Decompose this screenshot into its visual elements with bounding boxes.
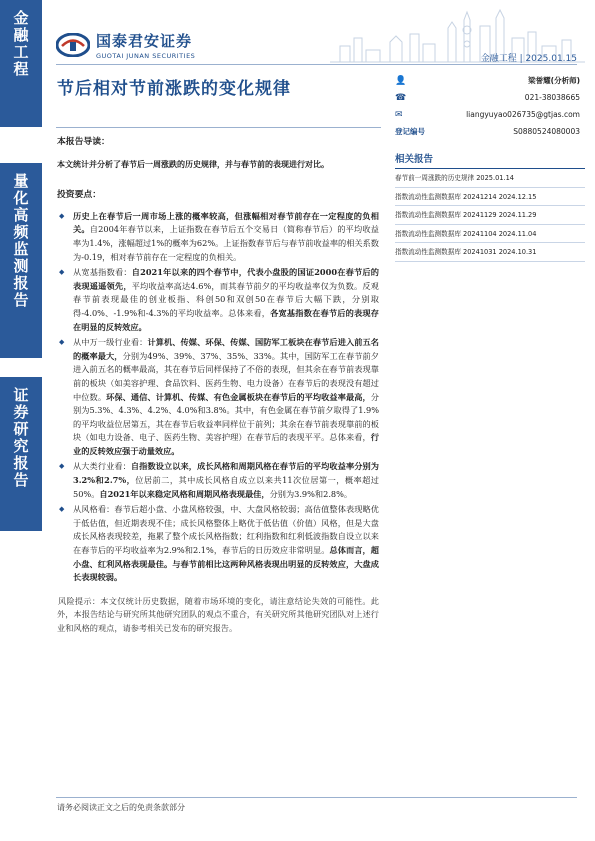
cert-number: S0880524080003 [513, 127, 580, 136]
cert-label: 登记编号 [395, 127, 425, 136]
related-report-link[interactable]: 指数流动性监测数据库 20241129 2024.11.29 [395, 206, 585, 225]
footer-divider [56, 797, 577, 798]
phone-icon: ☎ [395, 92, 407, 103]
footer-disclaimer: 请务必阅读正文之后的免责条款部分 [57, 803, 185, 812]
related-reports-heading: 相关报告 [395, 151, 585, 169]
analyst-cert-row [395, 123, 580, 140]
intro-heading: 本报告导读： [57, 137, 110, 147]
analyst-email[interactable]: liangyuyao026735@gtjas.com [466, 110, 580, 119]
left-sidebar [0, 0, 42, 841]
related-report-link[interactable]: 指数流动性监测数据库 20241031 2024.10.31 [395, 243, 585, 262]
key-point: ◆ 从大类行业看：自指数设立以来，成长风格和周期风格在春节后的平均收益率分别为3.2%和2.7%，位居前二，其中成长风格自成立以来共11次位居第一，概率超过50%。自2021年以来稳定风格和周期风格表现最佳，分别为3.9%和2.8%。 [57, 460, 379, 501]
analyst-info [395, 72, 580, 140]
key-point: ◆ 从风格看：春节后超小盘、小盘风格较强，中、大盘风格较弱；高估值整体表现略优于低估值，但近期表现不佳；成长风格整体上略优于低估值（价值）风格，但是大盘成长风格表现较差，拖累了整个成长风格指数；红利指数和红利低波指数自设立以来在春节后的平均收益率为2.9%和2.1%，春节后的日历效应非常明显。总体而言，超小盘、红利风格表现最佳。与春节前相比这两种风格表现出明显的反转效应，大盘成长表现较弱。 [57, 503, 379, 585]
sidebar-section-research: 证券研究报告 [0, 377, 42, 531]
analyst-name: 梁誉耀(分析师) [528, 76, 580, 85]
key-point: ◆ 从中万一级行业看：计算机、传媒、环保、传媒、国防军工板块在春节后进入前五名的概率最大，分别为49%、39%、37%、35%、33%。其中，国防军工在春节前夕进入前五名的概率最高，其在春节后同样保持了不俗的表现，但其余在春节前表现靠前的板块（如美容护理、食品饮料、医药生物、电力设备）在春节后的表现没有超过中位数。环保、通信、计算机、传媒、有色金属板块在春节后的平均收益率最高，分别为5.3%、4.3%、4.2%、4.0%和3.8%。其中，有色金属在春节前夕取得了1.9%的平均收益位居第五，其在春节后收益率同样位于前列；其余在春节前表现靠前的板块（如电力设备、电子、医药生物、美容护理）在春节后的表现平平。总体来看，行业的反转效应强于动量效应。 [57, 336, 379, 458]
analyst-email-row [395, 106, 580, 123]
analyst-name-row [395, 72, 580, 89]
analyst-phone: 021-38038665 [524, 93, 580, 102]
logo-mark-icon [56, 33, 90, 57]
intro-text: 本文统计并分析了春节后一周涨跌的历史规律，并与春节前的表现进行对比。 [57, 158, 329, 169]
report-title: 节后相对节前涨跌的变化规律 [57, 79, 291, 99]
report-category-date: 金融工程 | 2025.01.15 [480, 54, 577, 64]
risk-disclaimer: 风险提示：本文仅统计历史数据，随着市场环境的变化，请注意结论失效的可能性。此外，本报告结论与研究所其他研究团队的观点不重合，有关研究所其他研究团队对上述行业和风格的观点，请参考相关已发布的研究报告。 [57, 595, 379, 633]
analyst-phone-row [395, 89, 580, 106]
logo-name-en: GUOTAI JUNAN SECURITIES [96, 52, 196, 60]
related-reports [395, 151, 585, 262]
email-icon: ✉ [395, 109, 403, 120]
header-divider [56, 64, 577, 65]
sidebar-section-report-type: 量化高频监测报告 [0, 163, 42, 358]
sidebar-section-category: 金融工程 [0, 0, 42, 127]
logo-name-cn: 国泰君安证券 [96, 32, 193, 50]
key-points-list [57, 210, 379, 585]
related-report-link[interactable]: 指数流动性监测数据库 20241104 2024.11.04 [395, 225, 585, 244]
main-content [57, 134, 379, 636]
company-logo [56, 30, 195, 60]
key-points-heading: 投资要点： [57, 190, 101, 201]
related-report-link[interactable]: 指数流动性监测数据库 20241214 2024.12.15 [395, 188, 585, 207]
title-divider [56, 127, 381, 128]
person-icon: 👤 [395, 75, 407, 86]
key-point: ◆ 历史上在春节后一周市场上涨的概率较高，但涨幅相对春节前存在一定程度的负相关。自2004年春节以来，上证指数在春节后五个交易日（简称春节后）的平均收益率为1.4%，涨幅超过1%的概率为62%。上证指数春节后与春节前收益率的相关系数为-0.19，相对春节前存在一定程度的负相关。 [57, 210, 379, 264]
related-report-link[interactable]: 春节前一周涨跌的历史规律 2025.01.14 [395, 169, 585, 188]
key-point: ◆ 从宽基指数看：自2021年以来的四个春节中，代表小盘股的国证2000在春节后的表现遥遥领先，平均收益率高达4.6%，而其春节前夕的平均收益率仅为负数。反观春节前表现最佳的创业板指、科创50和双创50在春节后大幅下跌，分别取得-4.0%、-1.9%和-4.3%的平均收益率。总体来看，各宽基指数在春节后的表现存在明显的反转效应。 [57, 266, 379, 334]
